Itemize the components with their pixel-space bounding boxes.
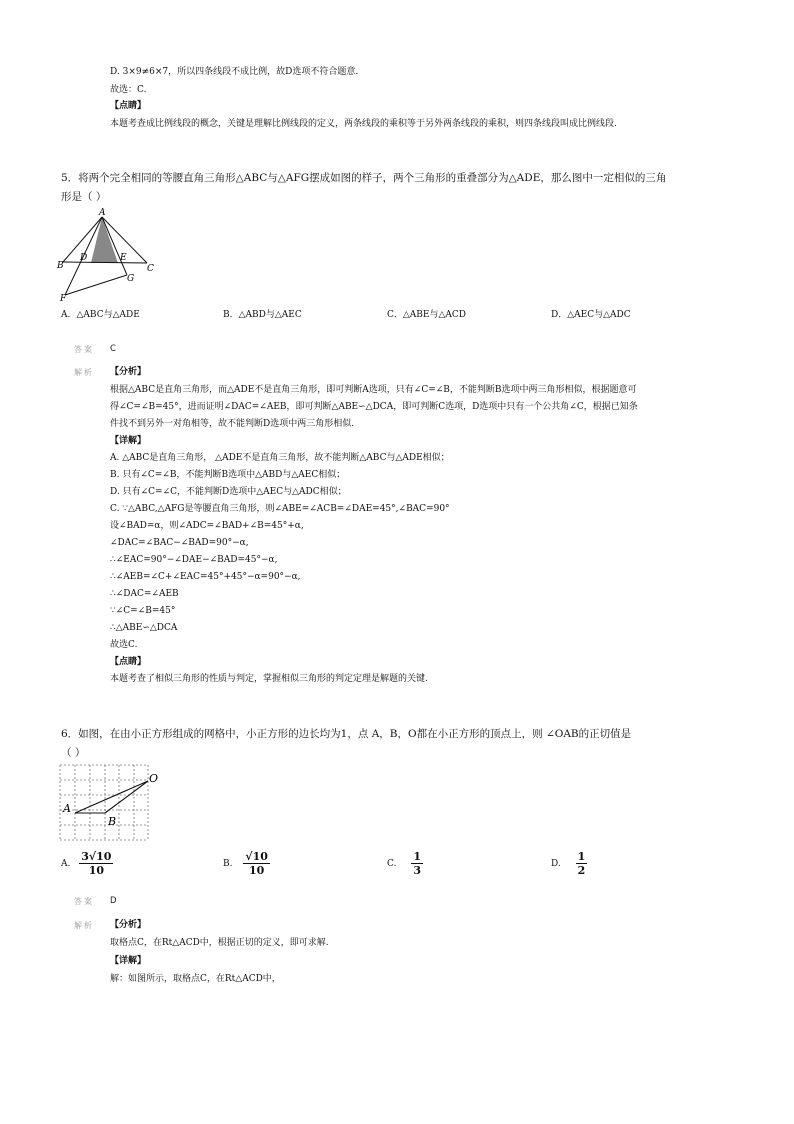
q6-answer-value: D (110, 896, 117, 906)
q5-answer-label: 答案 (74, 345, 94, 354)
label-f: F (60, 294, 67, 304)
q5-stem-line1: 5．将两个完全相同的等腰直角三角形△ABC与△AFG摆成如图的样子，两个三角形的重叠部分为△ADE，那么图中一定相似的三角 (61, 172, 667, 184)
label-g: G (127, 274, 135, 284)
q5-detail-line: ∴∠DAC=∠AEB (110, 589, 179, 599)
q6-option-c[interactable]: C. $\frac{1}{3}$ (387, 850, 421, 877)
q6-analysis-heading: 【分析】 (110, 920, 147, 930)
q5-option-b[interactable]: B．△ABD与△AEC (223, 310, 302, 320)
fraction: $\frac{1}{2}$ (577, 850, 586, 877)
q6-option-d[interactable]: D. $\frac{1}{2}$ (551, 850, 586, 877)
q6-option-b[interactable]: B. $\frac{√10}{10}$ (223, 850, 268, 877)
label-a: A (99, 208, 106, 218)
q5-detail-line: 设∠BAD=α，则∠ADC=∠BAD+∠B=45°+α, (110, 521, 304, 531)
fraction: $\frac{1}{3}$ (413, 850, 421, 877)
q5-detail-line: A. △ABC是直角三角形， △ADE不是直角三角形，故不能判断△ABC与△ADE相似； (110, 453, 450, 463)
label-o: O (149, 772, 159, 785)
q5-option-a[interactable]: A．△ABC与△ADE (61, 310, 140, 320)
q5-detail-line: B. 只有∠C=∠B，不能判断B选项中△ABD与△AEC相似； (110, 470, 346, 480)
choice-statement: 故选：C. (110, 85, 147, 95)
grid-lines (60, 765, 148, 840)
comment-heading: 【点睛】 (110, 101, 147, 111)
q5-option-c[interactable]: C．△ABE与△ACD (387, 310, 467, 320)
q5-analysis-line: 根据△ABC是直角三角形，而△ADE不是直角三角形，即可判断A选项，只有∠C=∠B，不能判断B选项中两三角形相似，根据题意可 (110, 385, 637, 395)
q5-comment-heading: 【点睛】 (110, 657, 147, 667)
q5-detail-line: D. 只有∠C=∠C，不能判断D选项中△AEC与△ADC相似； (110, 487, 347, 497)
q6-detail-heading: 【详解】 (110, 956, 147, 966)
q5-option-d[interactable]: D．△AEC与△ADC (551, 310, 631, 320)
q5-detail-line: C. ∵△ABC,△AFG是等腰直角三角形，则∠ABE=∠ACB=∠DAE=45°,∠BAC=90° (110, 504, 450, 514)
label-a: A (63, 802, 71, 815)
q6-option-a[interactable]: A. $\frac{3√10}{10}$ (61, 850, 112, 877)
q5-detail-heading: 【详解】 (110, 436, 147, 446)
q5-detail-line: 故选C. (110, 640, 138, 650)
q5-analysis-label: 解析 (74, 368, 94, 377)
q5-triangle-figure (55, 205, 165, 305)
q6-stem-line1: 6．如图，在由小正方形组成的网格中，小正方形的边长均为1，点 A，B，O都在小正方形的顶点上，则 ∠OAB的正切值是 (61, 728, 632, 740)
q6-answer-label: 答案 (74, 897, 94, 906)
q6-grid-figure (55, 760, 170, 852)
label-b: B (108, 815, 117, 828)
q5-detail-line: ∴∠EAC=90°−∠DAE−∠BAD=45°−α, (110, 555, 278, 565)
q5-analysis-line: 件找不到另外一对角相等，故不能判断D选项中两三角形相似. (110, 419, 355, 429)
q5-analysis-heading: 【分析】 (110, 367, 147, 377)
option-d-conclusion: D. 3×9≠6×7，所以四条线段不成比例，故D选项不符合题意. (110, 67, 359, 77)
q6-analysis-label: 解析 (74, 921, 94, 930)
label-c: C (147, 264, 154, 274)
label-b: B (57, 261, 64, 271)
q5-detail-line: ∠DAC=∠BAC−∠BAD=90°−α, (110, 538, 249, 548)
fraction: $\frac{√10}{10}$ (245, 850, 268, 877)
q5-stem-line2: 形是（ ） (61, 191, 107, 203)
q5-answer-value: C (110, 344, 116, 354)
label-d: D (80, 253, 88, 263)
fraction: $\frac{3√10}{10}$ (81, 850, 112, 877)
comment-text: 本题考查成比例线段的概念，关键是理解比例线段的定义，两条线段的乘积等于另外两条线段的乘积，则四条线段叫成比例线段. (110, 119, 617, 129)
q5-detail-line: ∵∠C=∠B=45° (110, 606, 176, 616)
q5-comment-text: 本题考查了相似三角形的性质与判定，掌握相似三角形的判定定理是解题的关键. (110, 674, 428, 684)
q5-detail-line: ∴△ABE∽△DCA (110, 623, 178, 633)
q6-stem-line2: （ ） (61, 747, 86, 759)
label-e: E (120, 253, 127, 263)
q5-analysis-line: 得∠C=∠B=45°，进而证明∠DAC=∠AEB，即可判断△ABE∽△DCA，即可判断C选项，D选项中只有一个公共角∠C，根据已知条 (110, 402, 638, 412)
q6-analysis-line: 取格点C，在Rt△ACD中，根据正切的定义，即可求解. (110, 938, 329, 948)
q5-detail-line: ∴∠AEB=∠C+∠EAC=45°+45°−α=90°−α, (110, 572, 301, 582)
q6-detail-line: 解：如图所示，取格点C，在Rt△ACD中， (110, 974, 281, 984)
